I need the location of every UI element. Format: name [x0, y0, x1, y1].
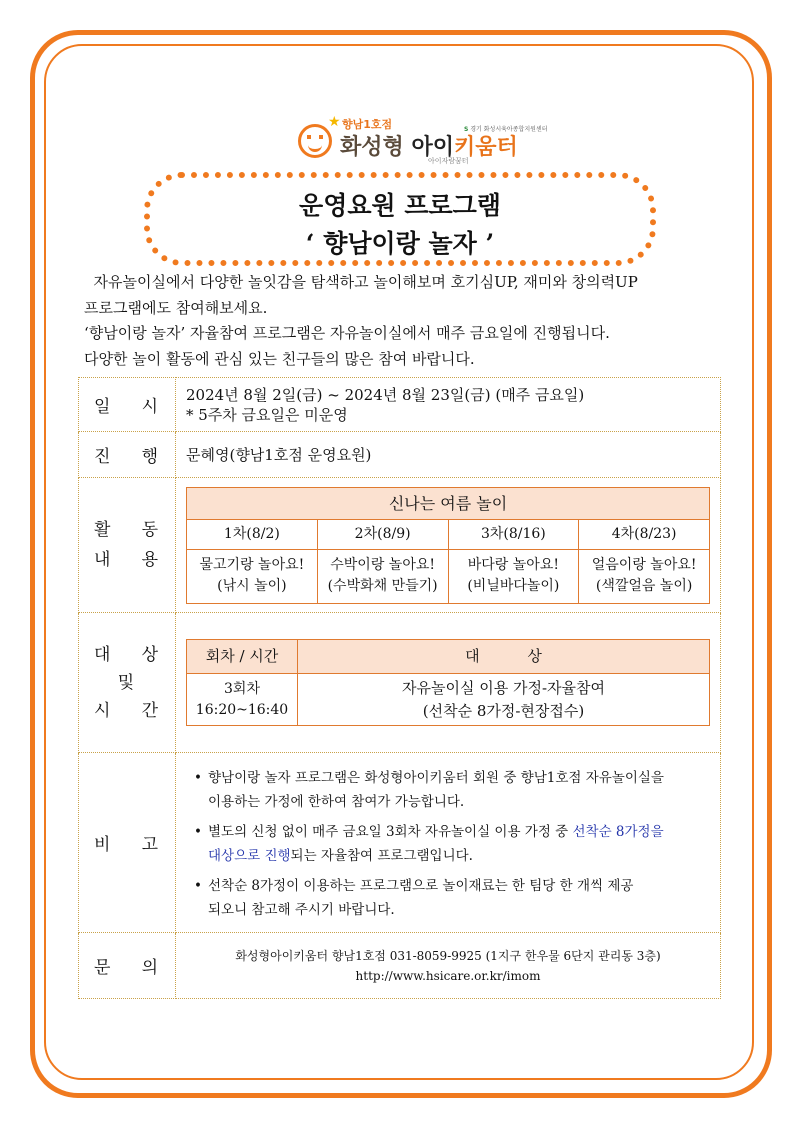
activity-table-title: 신나는 여름 놀이: [187, 487, 710, 519]
target-col-time-header: 회차 / 시간: [187, 640, 298, 674]
target-col-target-header: 대 상: [298, 640, 710, 674]
label-notes: 비 고: [79, 753, 176, 933]
row-contact: [79, 933, 721, 999]
center-logo: [298, 114, 558, 166]
session-activity: 수박이랑 놀아요! (수박화채 만들기): [317, 549, 448, 603]
logo-org: S 경기 화성시육아종합지원센터: [464, 126, 548, 133]
label-host: 진 행: [79, 432, 176, 478]
row-notes: [79, 753, 721, 933]
row-target: [79, 613, 721, 753]
contact-url[interactable]: http://www.hsicare.or.kr/imom: [355, 968, 541, 983]
intro-text: [84, 270, 724, 372]
intro-line: 프로그램에도 참여해보세요.: [84, 298, 268, 317]
value-contact: [176, 933, 721, 999]
title-box: [144, 172, 656, 266]
star-icon: ★: [328, 114, 341, 130]
session-round: 3차(8/16): [448, 519, 579, 549]
label-date: 일 시: [79, 378, 176, 432]
highlight-text: 선착순 8가정을: [572, 823, 664, 840]
note-item: • 향남이랑 놀자 프로그램은 화성형아이키움터 회원 중 향남1호점 자유놀이실을 이용하는 가정에 한하여 참여가 가능합니다.: [194, 769, 664, 810]
note-item: • 별도의 신청 없이 매주 금요일 3회차 자유놀이실 이용 가정 중 선착순 8가정을 대상으로 진행되는 자율참여 프로그램입니다.: [194, 823, 664, 864]
value-notes: [176, 753, 721, 933]
target-table: [186, 639, 710, 726]
session-activity: 바다랑 놀아요! (비닐바다놀이): [448, 549, 579, 603]
target-description: 자유놀이실 이용 가정-자율참여 (선착순 8가정-현장접수): [298, 674, 710, 726]
row-host: [79, 432, 721, 478]
note-item: • 선착순 8가정이 이용하는 프로그램으로 놀이재료는 한 팀당 한 개씩 제공 되오니 참고해 주시기 바랍니다.: [194, 877, 634, 918]
session-round: 1차(8/2): [187, 519, 318, 549]
value-target: [176, 613, 721, 753]
label-activity: 활 동 내 용: [79, 478, 176, 613]
intro-line: 다양한 놀이 활동에 관심 있는 친구들의 많은 참여 바랍니다.: [84, 349, 475, 368]
logo-tagline: 아이자람꿈터: [428, 157, 469, 165]
session-activity: 얼음이랑 놀아요! (색깔얼음 놀이): [579, 549, 710, 603]
target-time: 3회차 16:20~16:40: [187, 674, 298, 726]
intro-line: 자유놀이실에서 다양한 놀잇감을 탐색하고 놀이해보며 호기심UP, 재미와 창의력UP: [84, 273, 638, 291]
session-round: 4차(8/23): [579, 519, 710, 549]
value-host: 문혜영(향남1호점 운영요원): [176, 432, 721, 478]
program-info-table: [78, 377, 721, 999]
intro-line: ‘향남이랑 놀자’ 자율참여 프로그램은 자유놀이실에서 매주 금요일에 진행됩니다.: [84, 324, 610, 342]
notes-list: [194, 766, 706, 922]
row-activity: [79, 478, 721, 613]
activity-table: [186, 487, 710, 604]
title-line1: 운영요원 프로그램: [299, 191, 501, 220]
label-contact: 문 의: [79, 933, 176, 999]
highlight-text: 대상으로 진행: [208, 847, 291, 864]
session-activity: 물고기랑 놀아요! (낚시 놀이): [187, 549, 318, 603]
row-date: [79, 378, 721, 432]
value-date: 2024년 8월 2일(금) ~ 2024년 8월 23일(금) (매주 금요일) * 5주차 금요일은 미운영: [176, 378, 721, 432]
smile-logo-icon: [298, 124, 332, 158]
contact-address: 화성형아이키움터 향남1호점 031-8059-9925 (1지구 한우물 6단지 관리동 3층): [235, 948, 661, 963]
title-line2: ‘ 향남이랑 놀자 ’: [305, 229, 495, 258]
logo-name: 화성형 아이키움터: [340, 135, 518, 160]
logo-branch: 향남1호점: [342, 118, 393, 131]
label-target: 대 상 및 시 간: [79, 613, 176, 753]
value-activity: [176, 478, 721, 613]
session-round: 2차(8/9): [317, 519, 448, 549]
